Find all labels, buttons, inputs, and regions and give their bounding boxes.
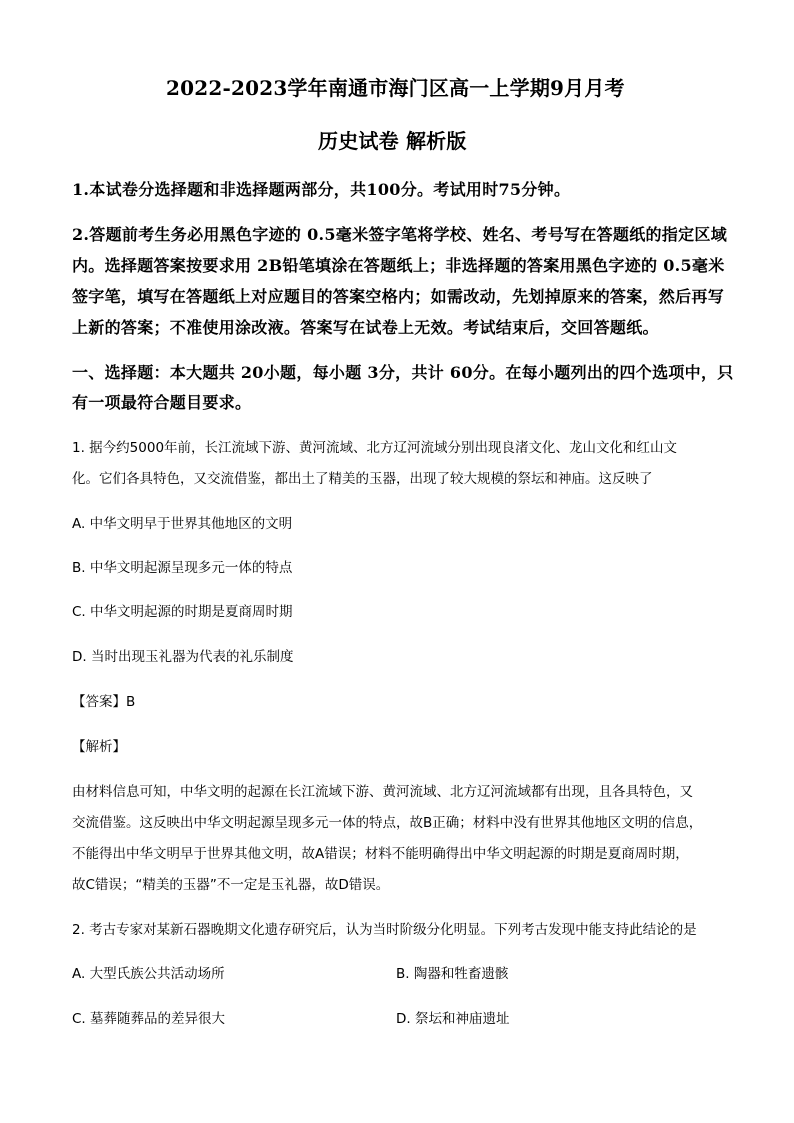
instruction-2-line-2: 内。选择题答案按要求用 2B铅笔填涂在答题纸上；非选择题的答案用黑色字迹的 0.5毫米: [72, 256, 725, 275]
question-1-analysis-line-1: 由材料信息可知，中华文明的起源在长江流域下游、黄河流域、北方辽河流域都有出现，且各具特色，又: [72, 784, 693, 800]
page-subtitle: 历史试卷 解析版: [318, 129, 467, 153]
question-2-option-b: B. 陶器和牲畜遗骸: [396, 966, 509, 982]
question-2-option-a: A. 大型氏族公共活动场所: [72, 966, 225, 982]
question-1-analysis-line-4: 故C错误；“精美的玉器”不一定是玉礼器，故D错误。: [72, 877, 390, 893]
question-1-option-c: C. 中华文明起源的时期是夏商周时期: [72, 604, 293, 620]
question-2-stem: 2. 考古专家对某新石器晚期文化遗存研究后，认为当时阶级分化明显。下列考古发现中能支持此结论的是: [72, 922, 697, 938]
question-1-option-b: B. 中华文明起源呈现多元一体的特点: [72, 560, 293, 576]
section-heading-line-1: 一、选择题：本大题共 20小题，每小题 3分，共计 60分。在每小题列出的四个选项中，只: [72, 363, 734, 382]
question-1-analysis-line-2: 交流借鉴。这反映出中华文明起源呈现多元一体的特点，故B正确；材料中没有世界其他地区文明的信息，: [72, 815, 703, 831]
question-1-analysis-label: 【解析】: [72, 739, 126, 755]
question-1-analysis-line-3: 不能得出中华文明早于世界其他文明，故A错误；材料不能明确得出中华文明起源的时期是夏商周时期，: [72, 846, 689, 862]
question-1-option-d: D. 当时出现玉礼器为代表的礼乐制度: [72, 649, 294, 665]
question-2-option-d: D. 祭坛和神庙遗址: [396, 1011, 510, 1027]
instruction-2-line-1: 2.答题前考生务必用黑色字迹的 0.5毫米签字笔将学校、姓名、考号写在答题纸的指定区域: [72, 225, 728, 244]
instruction-1: 1.本试卷分选择题和非选择题两部分，共100分。考试用时75分钟。: [72, 180, 571, 199]
question-1-stem-line-1: 1. 据今约5000年前，长江流域下游、黄河流域、北方辽河流域分别出现良渚文化、龙山文化和红山文: [72, 440, 678, 456]
instruction-2-line-3: 签字笔，填写在答题纸上对应题目的答案空格内；如需改动，先划掉原来的答案，然后再写: [72, 287, 725, 306]
section-heading-line-2: 有一项最符合题目要求。: [72, 393, 252, 412]
question-1-option-a: A. 中华文明早于世界其他地区的文明: [72, 516, 293, 532]
question-1-answer: 【答案】B: [72, 694, 136, 710]
instruction-2-line-4: 上新的答案；不准使用涂改液。答案写在试卷上无效。考试结束后，交回答题纸。: [72, 318, 659, 337]
page-title: 2022-2023学年南通市海门区高一上学期9月月考: [166, 76, 625, 100]
question-1-stem-line-2: 化。它们各具特色，又交流借鉴，都出土了精美的玉器，出现了较大规模的祭坛和神庙。这反映了: [72, 471, 653, 487]
question-2-option-c: C. 墓葬随葬品的差异很大: [72, 1011, 226, 1027]
